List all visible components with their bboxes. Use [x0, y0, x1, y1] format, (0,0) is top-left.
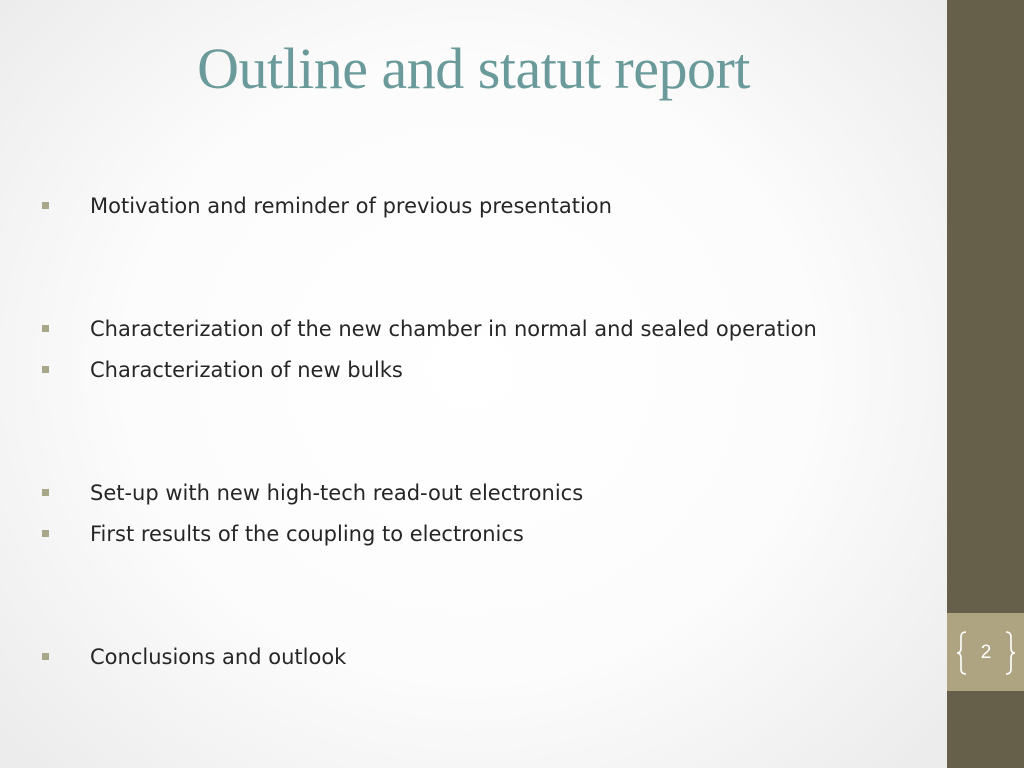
square-bullet-icon	[42, 202, 49, 209]
bullet-text: Motivation and reminder of previous presentation	[90, 194, 612, 218]
bullet-item	[40, 315, 920, 345]
bullet-text: Conclusions and outlook	[90, 645, 347, 669]
bullet-text: Characterization of the new chamber in normal and sealed operation	[90, 317, 817, 341]
square-bullet-icon	[42, 530, 49, 537]
bullet-item	[40, 520, 920, 550]
bullet-text: First results of the coupling to electronics	[90, 522, 524, 546]
bullet-text: Characterization of new bulks	[90, 358, 403, 382]
bullet-item	[40, 643, 920, 673]
slide-title: Outline and statut report	[197, 36, 750, 101]
bullet-item	[40, 479, 920, 509]
square-bullet-icon	[42, 325, 49, 332]
square-bullet-icon	[42, 489, 49, 496]
square-bullet-icon	[42, 653, 49, 660]
bullet-item	[40, 356, 920, 386]
square-bullet-icon	[42, 366, 49, 373]
bullet-text: Set-up with new high-tech read-out electronics	[90, 481, 584, 505]
bullet-item	[40, 192, 920, 222]
page-number: 2	[980, 642, 992, 663]
